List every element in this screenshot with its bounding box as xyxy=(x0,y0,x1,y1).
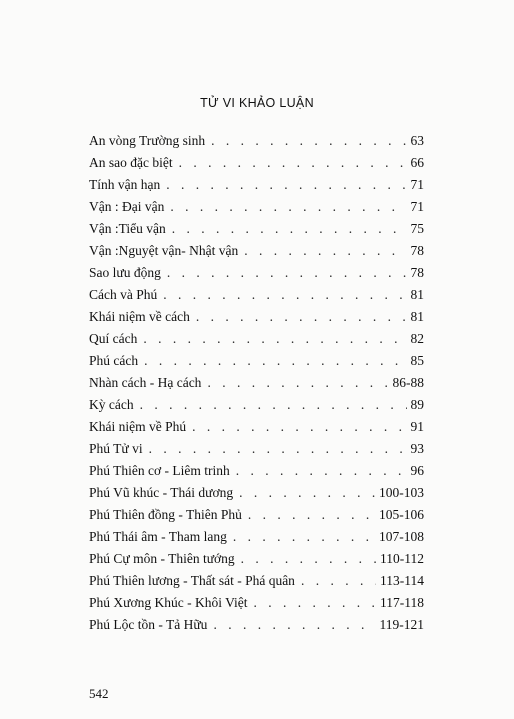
toc-entry-title: Vận :Tiểu vận xyxy=(89,221,166,236)
toc-entry-title: An sao đặc biệt xyxy=(89,155,173,170)
toc-entry-page: 81 xyxy=(410,309,424,324)
page-number: 542 xyxy=(89,686,109,701)
toc-entry-title: Vận :Nguyệt vận- Nhật vận xyxy=(89,243,239,258)
toc-entry xyxy=(89,441,424,463)
dot-leader xyxy=(213,617,375,633)
toc-entry-title: Phú Tử vi xyxy=(89,441,143,456)
toc-entry-title: Quí cách xyxy=(89,331,138,346)
toc-entry-page: 71 xyxy=(410,199,424,214)
toc-entry-page: 93 xyxy=(410,441,424,456)
toc-entry xyxy=(89,331,424,353)
dot-leader xyxy=(236,463,407,479)
dot-leader xyxy=(196,309,407,325)
toc-entry-page: 105-106 xyxy=(379,507,424,522)
toc-entry-title: Tính vận hạn xyxy=(89,177,161,192)
toc-entry-title: Cách và Phú xyxy=(89,287,158,302)
dot-leader xyxy=(254,595,376,611)
toc-entry xyxy=(89,133,424,155)
dot-leader xyxy=(149,441,407,457)
toc-entry xyxy=(89,397,424,419)
dot-leader xyxy=(166,177,406,193)
running-header: TỬ VI KHẢO LUẬN xyxy=(200,96,314,110)
toc-entry xyxy=(89,265,424,287)
toc-entry xyxy=(89,309,424,331)
dot-leader xyxy=(211,133,406,149)
toc-entry-page: 96 xyxy=(410,463,424,478)
toc-entry xyxy=(89,419,424,441)
toc-entry-page: 81 xyxy=(410,287,424,302)
toc-entry-title: Phú Cự môn - Thiên tướng xyxy=(89,551,235,566)
toc-entry-title: An vòng Trường sinh xyxy=(89,133,206,148)
toc-entry-page: 85 xyxy=(410,353,424,368)
toc-entry-page: 63 xyxy=(410,133,424,148)
toc-entry-title: Sao lưu động xyxy=(89,265,161,280)
toc-entry-title: Phú Thiên đồng - Thiên Phủ xyxy=(89,507,242,522)
table-of-contents xyxy=(89,133,424,639)
toc-entry-page: 66 xyxy=(410,155,424,170)
dot-leader xyxy=(239,485,375,501)
dot-leader xyxy=(143,331,406,347)
toc-entry xyxy=(89,617,424,639)
toc-entry-page: 119-121 xyxy=(379,617,424,632)
toc-entry-page: 89 xyxy=(410,397,424,412)
toc-entry xyxy=(89,155,424,177)
toc-entry-page: 110-112 xyxy=(380,551,424,566)
toc-entry xyxy=(89,595,424,617)
toc-entry xyxy=(89,243,424,265)
toc-entry-page: 117-118 xyxy=(380,595,424,610)
toc-entry xyxy=(89,375,424,397)
dot-leader xyxy=(172,221,407,237)
toc-entry-page: 91 xyxy=(410,419,424,434)
toc-entry-page: 100-103 xyxy=(379,485,424,500)
toc-entry-title: Phú Lộc tồn - Tả Hữu xyxy=(89,617,208,632)
toc-entry xyxy=(89,529,424,551)
toc-entry-title: Kỳ cách xyxy=(89,397,134,412)
toc-entry-title: Khái niệm về cách xyxy=(89,309,190,324)
toc-entry-page: 82 xyxy=(410,331,424,346)
toc-entry-page: 113-114 xyxy=(380,573,424,588)
toc-entry xyxy=(89,463,424,485)
toc-entry-title: Phú Xương Khúc - Khôi Việt xyxy=(89,595,248,610)
dot-leader xyxy=(140,397,407,413)
toc-entry-title: Phú cách xyxy=(89,353,139,368)
toc-entry xyxy=(89,507,424,529)
dot-leader xyxy=(244,243,406,259)
toc-entry xyxy=(89,199,424,221)
toc-entry xyxy=(89,353,424,375)
toc-entry-title: Phú Thiên cơ - Liêm trinh xyxy=(89,463,230,478)
toc-entry xyxy=(89,287,424,309)
toc-entry-page: 71 xyxy=(410,177,424,192)
toc-entry-page: 86-88 xyxy=(392,375,424,390)
toc-entry xyxy=(89,485,424,507)
toc-entry-title: Phú Thiên lương - Thất sát - Phá quân xyxy=(89,573,295,588)
toc-entry-title: Khái niệm về Phú xyxy=(89,419,187,434)
toc-entry xyxy=(89,551,424,573)
toc-entry xyxy=(89,221,424,243)
toc-entry-page: 75 xyxy=(410,221,424,236)
dot-leader xyxy=(207,375,388,391)
toc-entry-title: Nhàn cách - Hạ cách xyxy=(89,375,202,390)
dot-leader xyxy=(301,573,376,589)
dot-leader xyxy=(179,155,407,171)
dot-leader xyxy=(167,265,407,281)
toc-entry-page: 78 xyxy=(410,243,424,258)
toc-entry-page: 78 xyxy=(410,265,424,280)
dot-leader xyxy=(241,551,376,567)
toc-entry-title: Phú Thái âm - Tham lang xyxy=(89,529,227,544)
dot-leader xyxy=(233,529,375,545)
toc-entry xyxy=(89,177,424,199)
toc-entry xyxy=(89,573,424,595)
dot-leader xyxy=(170,199,406,215)
dot-leader xyxy=(192,419,406,435)
toc-entry-page: 107-108 xyxy=(379,529,424,544)
toc-entry-title: Vận : Đại vận xyxy=(89,199,165,214)
toc-entry-title: Phú Vũ khúc - Thái dương xyxy=(89,485,234,500)
dot-leader xyxy=(248,507,375,523)
dot-leader xyxy=(163,287,406,303)
dot-leader xyxy=(144,353,406,369)
